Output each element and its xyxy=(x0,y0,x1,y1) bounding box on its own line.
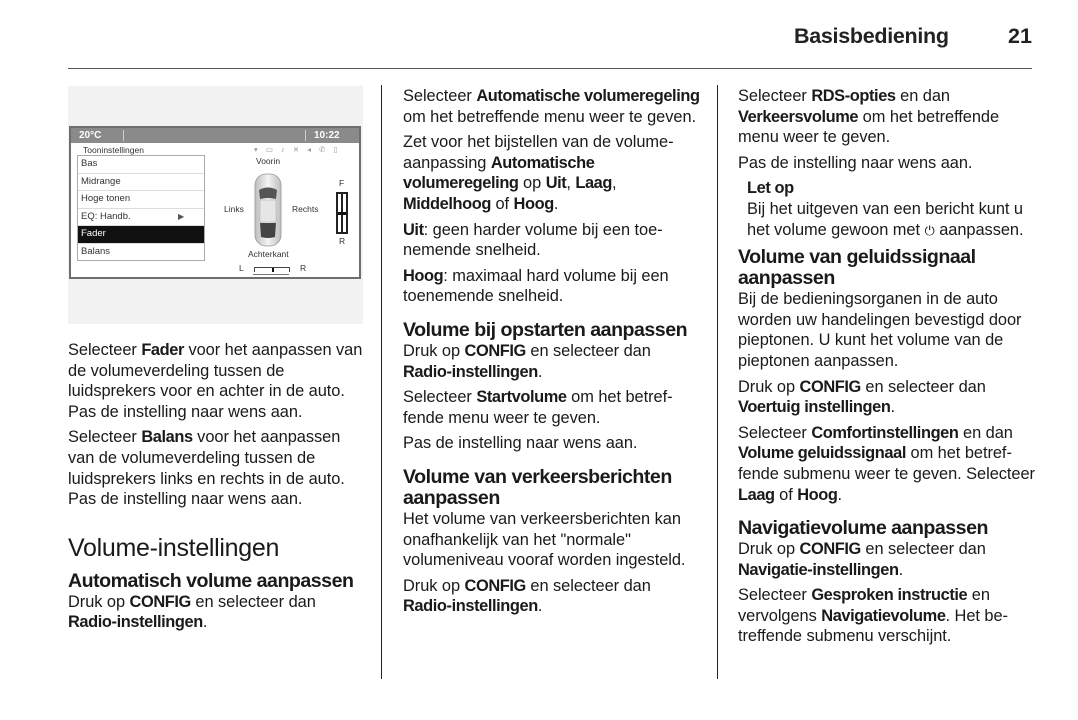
ui-term: Hoog xyxy=(513,194,554,213)
ui-term: Startvolume xyxy=(476,388,567,407)
label-fader-rear: R xyxy=(339,236,346,246)
paragraph: Selecteer Comfortinstellingen en dan Volume geluidssignaal om het betreffende submenu weer te geven. Selecteer Laag of Hoog. xyxy=(738,423,1035,504)
paragraph: Druk op CONFIG en selecteer dan Radio-instellingen. xyxy=(68,592,316,632)
ui-term: Balans xyxy=(141,428,193,447)
status-separator xyxy=(305,130,306,141)
page-number: 21 xyxy=(1008,24,1032,48)
label-left: Links xyxy=(224,204,244,214)
ui-term: Laag xyxy=(575,174,613,193)
balance-slider[interactable] xyxy=(254,267,290,272)
menu-item-fader[interactable] xyxy=(78,226,204,244)
paragraph: Druk op CONFIG en selecteer dan Radio-instellingen. xyxy=(403,576,651,616)
ui-term: Hoog xyxy=(797,485,838,504)
power-icon: ⏻ xyxy=(924,222,935,238)
ui-term: Gesproken instructie xyxy=(811,586,968,605)
menu-item-label: EQ: Handb. xyxy=(81,210,131,222)
paragraph: Selecteer Balans voor het aanpassen van de volumeverdeling tussen de luidsprekers links en rechts in de auto. Pas de instelling naar wens aan. xyxy=(68,428,345,509)
screenshot-figure xyxy=(68,86,363,324)
label-fader-front: F xyxy=(339,178,345,188)
menu-item-label: Hoge tonen xyxy=(81,193,131,204)
label-right: Rechts xyxy=(292,204,319,214)
column-divider-1 xyxy=(381,85,382,679)
menu-item-label: Balans xyxy=(81,245,111,257)
ui-term: Radio-instellingen xyxy=(68,613,203,632)
menu-item-label: Midrange xyxy=(81,175,121,187)
balance-knob[interactable] xyxy=(272,268,274,272)
ui-term: Radio-instellingen xyxy=(403,362,538,381)
ui-term: CONFIG xyxy=(464,341,526,360)
car-top-view-icon xyxy=(253,173,283,247)
ui-term: Navigatie-instellingen xyxy=(738,560,899,579)
paragraph: Selecteer Startvolume om het betreffende menu weer te geven. xyxy=(403,388,673,427)
menu-item-balans[interactable] xyxy=(78,244,204,261)
note-box xyxy=(738,178,1038,241)
ui-term: Radio-instellingen xyxy=(403,597,538,616)
ui-term: Voertuig instellingen xyxy=(738,398,891,417)
paragraph: Druk op CONFIG en selecteer dan Radio-instellingen. xyxy=(403,341,651,381)
menu-item-label: Bas xyxy=(81,158,98,169)
menu-item-eq[interactable] xyxy=(78,209,204,227)
paragraph: Pas de instelling naar wens aan. xyxy=(738,153,973,172)
running-header-title: Basisbediening xyxy=(794,24,949,48)
paragraph: Pas de instelling naar wens aan. xyxy=(403,434,638,453)
subsection-heading: Volume bij opstarten aanpassen xyxy=(403,318,688,341)
ui-term: CONFIG xyxy=(799,377,861,396)
ui-term: CONFIG xyxy=(129,592,191,611)
status-bar xyxy=(71,128,359,143)
column-2 xyxy=(403,86,703,622)
paragraph: Selecteer Fader voor het aanpassen van de volumeverdeling tussen de luidsprekers voor en achter in de auto. Pas de instelling naar wens aan. xyxy=(68,341,363,421)
fader-knob[interactable] xyxy=(338,212,346,215)
ui-term: Uit xyxy=(403,220,424,239)
status-separator xyxy=(123,130,124,141)
infotainment-screen xyxy=(69,126,361,279)
paragraph: Selecteer Automatische volumeregeling om het betreffende menu weer te geven. xyxy=(403,87,700,126)
ui-term: Automatische volumeregeling xyxy=(403,153,595,193)
paragraph: Uit: geen harder volume bij een toenemende snelheid. xyxy=(403,220,663,260)
note-body: Bij het uitgeven van een bericht kunt u het volume gewoon met ⏻ aanpassen. xyxy=(747,199,1024,239)
subsection-heading: Volume van geluidssignaal aanpassen xyxy=(738,246,976,290)
ui-term: Navigatievolume xyxy=(821,606,946,625)
ui-term: CONFIG xyxy=(464,576,526,595)
paragraph: Druk op CONFIG en selecteer dan Voertuig instellingen. xyxy=(738,377,986,417)
menu-item-bas[interactable] xyxy=(78,156,204,174)
paragraph: Hoog: maximaal hard volume bij een toenemende snelheid. xyxy=(403,266,669,306)
note-title: Let op xyxy=(747,179,794,198)
status-icons: ▾ ▭ ♪ ✕ ◂ ✆ ▯ xyxy=(254,145,341,154)
paragraph: Selecteer Gesproken instructie en vervolgens Navigatievolume. Het betreffende submenu verschijnt. xyxy=(738,586,1009,646)
paragraph: Bij de bedieningsorganen in de auto worden uw handelingen bevestigd door pieptonen. U kunt het volume van de pieptonen aanpassen. xyxy=(738,290,1022,370)
subsection-heading: Volume van verkeersberichten aanpassen xyxy=(403,465,672,509)
label-balance-right: R xyxy=(300,263,307,273)
fader-slider[interactable] xyxy=(336,192,348,234)
ui-term: Laag xyxy=(738,485,775,504)
ui-term: Uit xyxy=(545,174,567,193)
column-3 xyxy=(738,86,1038,652)
ui-term: Middelhoog xyxy=(403,194,491,213)
column-divider-2 xyxy=(717,85,718,679)
ui-term: Comfortinstellingen xyxy=(811,423,959,442)
menu-item-label: Fader xyxy=(81,228,106,239)
screen-title: Tooninstellingen xyxy=(83,145,144,155)
subsection-heading: Navigatievolume aanpassen xyxy=(738,517,988,540)
ui-term: Verkeersvolume xyxy=(738,107,859,126)
ui-term: Volume geluidssignaal xyxy=(738,444,906,463)
ui-term: RDS-opties xyxy=(811,87,896,105)
ui-term: Automatische volumeregeling xyxy=(476,87,700,105)
balance-underline xyxy=(253,274,289,275)
temperature-readout: 20°C xyxy=(79,130,102,141)
menu-item-hoge-tonen[interactable] xyxy=(78,191,204,209)
section-heading: Volume-instellingen xyxy=(68,533,280,562)
ui-term: CONFIG xyxy=(799,540,861,559)
header-rule xyxy=(68,68,1032,69)
column-1 xyxy=(68,340,368,638)
paragraph: Druk op CONFIG en selecteer dan Navigatie-instellingen. xyxy=(738,540,986,579)
tone-settings-menu xyxy=(77,155,205,261)
label-balance-left: L xyxy=(239,263,244,273)
clock-readout: 10:22 xyxy=(314,130,340,141)
submenu-arrow-icon: ▶ xyxy=(178,211,185,221)
label-front: Voorin xyxy=(256,156,281,166)
menu-item-midrange[interactable] xyxy=(78,174,204,192)
paragraph: Zet voor het bijstellen van de volumeaanpassing Automatische volumeregeling op Uit, Laag, Middelhoog of Hoog. xyxy=(403,133,674,213)
ui-term: Hoog xyxy=(403,266,444,285)
ui-term: Fader xyxy=(141,341,184,359)
paragraph: Het volume van verkeersberichten kan onafhankelijk van het "normale" volumeniveau vooraf worden ingesteld. xyxy=(403,509,686,570)
label-rear: Achterkant xyxy=(248,249,289,259)
paragraph: Selecteer RDS-opties en dan Verkeersvolume om het betreffende menu weer te geven. xyxy=(738,87,1000,147)
subsection-heading: Automatisch volume aanpassen xyxy=(68,569,354,592)
